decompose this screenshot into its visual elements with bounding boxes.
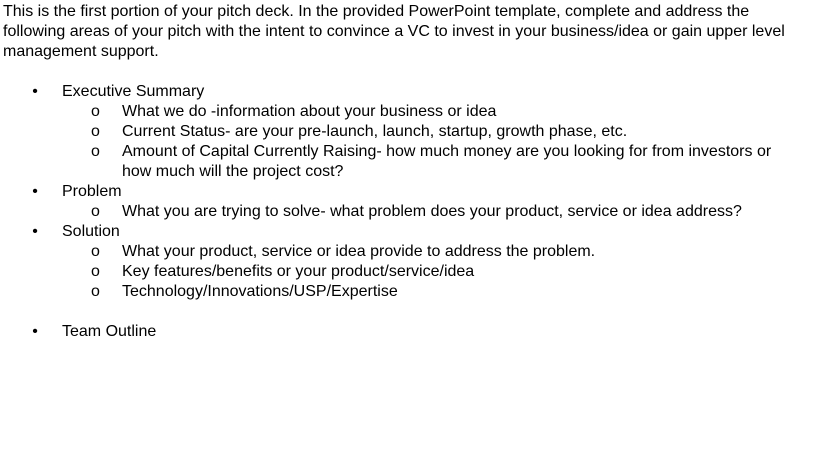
sub-item xyxy=(62,282,722,302)
sub-list xyxy=(62,202,823,222)
sub-bullet-icon: o xyxy=(91,283,100,300)
sub-item xyxy=(62,202,822,222)
sub-item-text: What we do -information about your business or idea xyxy=(122,103,497,120)
section-problem xyxy=(3,182,823,222)
sub-bullet-icon: o xyxy=(91,203,100,220)
bullet-icon: • xyxy=(32,183,38,200)
section-title: Problem xyxy=(62,183,122,200)
document-body xyxy=(3,2,823,342)
section-team-outline xyxy=(3,322,823,342)
sub-bullet-icon: o xyxy=(91,103,100,120)
sub-item xyxy=(62,122,782,142)
sub-item-text: What your product, service or idea provide to address the problem. xyxy=(122,243,596,260)
intro-paragraph: This is the first portion of your pitch deck. In the provided PowerPoint template, complete and address the following areas of your pitch with the intent to convince a VC to invest in your business/idea or gain upper level management support. xyxy=(3,3,785,60)
section-executive-summary xyxy=(3,82,823,182)
sub-bullet-icon: o xyxy=(91,243,100,260)
bullet-icon: • xyxy=(32,323,38,340)
sub-bullet-icon: o xyxy=(91,263,100,280)
bullet-icon: • xyxy=(32,83,38,100)
sub-item xyxy=(62,262,722,282)
sub-item xyxy=(62,242,722,262)
sub-item-text: Amount of Capital Currently Raising- how much money are you looking for from investors or how much will the project cost? xyxy=(122,143,772,180)
bullet-icon: • xyxy=(32,223,38,240)
sub-list xyxy=(62,242,823,302)
section-solution xyxy=(3,222,823,302)
section-title: Solution xyxy=(62,223,120,240)
sub-list xyxy=(62,102,823,182)
section-list xyxy=(3,82,823,342)
sub-item-text: Technology/Innovations/USP/Expertise xyxy=(122,283,398,300)
sub-item-text: Current Status- are your pre-launch, launch, startup, growth phase, etc. xyxy=(122,123,628,140)
sub-item xyxy=(62,102,722,122)
sub-item-text: What you are trying to solve- what problem does your product, service or idea address? xyxy=(122,203,742,220)
sub-item-text: Key features/benefits or your product/service/idea xyxy=(122,263,475,280)
section-title: Executive Summary xyxy=(62,83,205,100)
sub-item xyxy=(62,142,792,182)
sub-bullet-icon: o xyxy=(91,123,100,140)
section-title: Team Outline xyxy=(62,323,157,340)
sub-bullet-icon: o xyxy=(91,143,100,160)
